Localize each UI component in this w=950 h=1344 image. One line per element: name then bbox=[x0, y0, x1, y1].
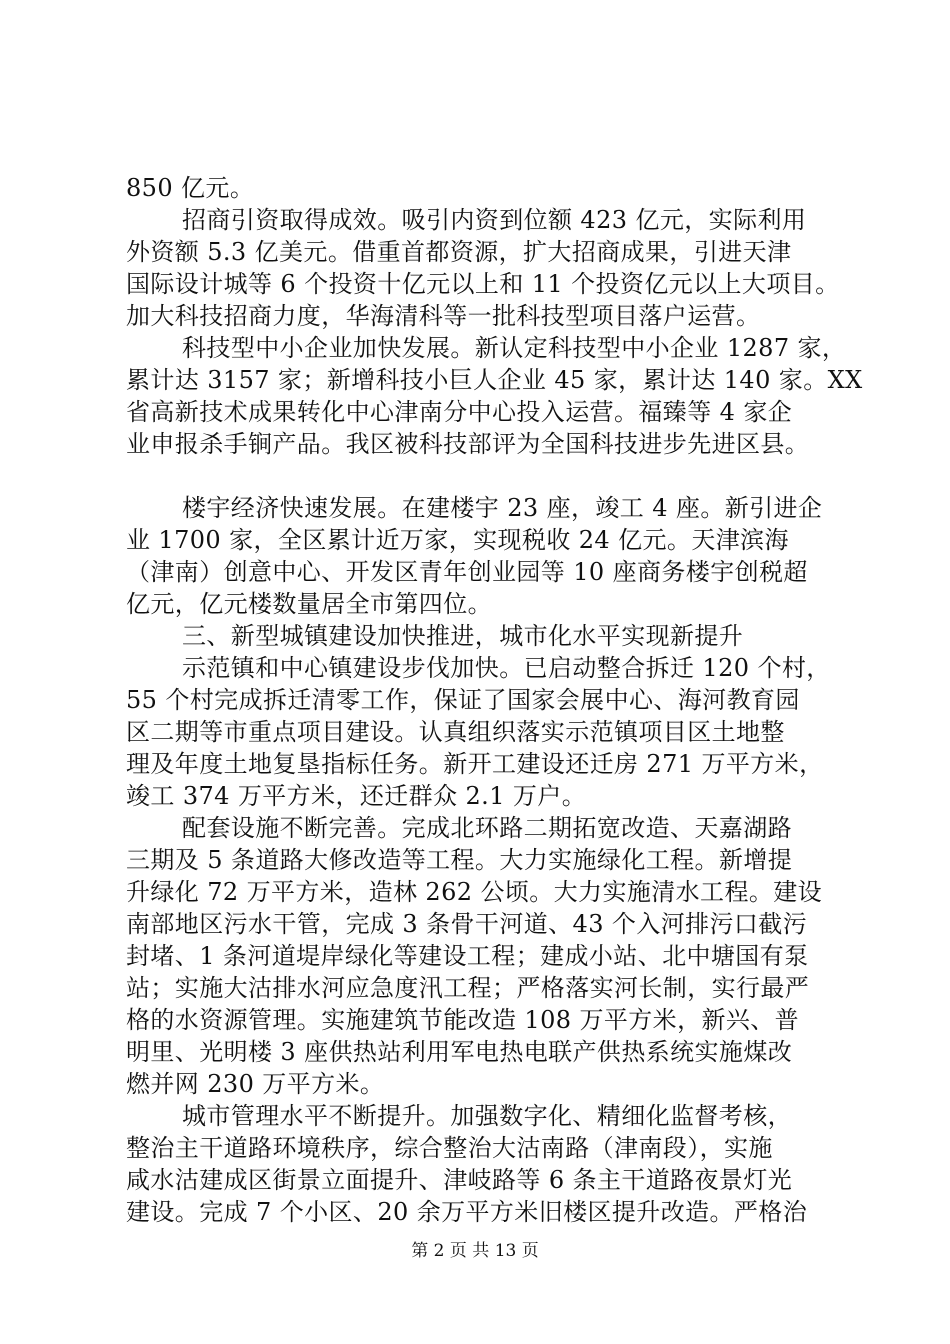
text-line: 理及年度土地复垦指标任务。新开工建设还迁房 271 万平方米， bbox=[126, 750, 824, 778]
text-line: 升绿化 72 万平方米，造林 262 公顷。大力实施清水工程。建设 bbox=[126, 878, 823, 906]
paragraph-gap bbox=[126, 460, 846, 492]
text-line: 亿元，亿元楼数量居全市第四位。 bbox=[126, 590, 492, 618]
text-line: 区二期等市重点项目建设。认真组织落实示范镇项目区土地整 bbox=[126, 718, 785, 746]
document-body bbox=[126, 172, 863, 1228]
text-line: 业申报杀手锏产品。我区被科技部评为全国科技进步先进区县。 bbox=[126, 430, 810, 458]
text-line: 850 亿元。 bbox=[126, 174, 255, 202]
text-line: 三期及 5 条道路大修改造等工程。大力实施绿化工程。新增提 bbox=[126, 846, 793, 874]
text-line: 加大科技招商力度，华海清科等一批科技型项目落户运营。 bbox=[126, 302, 761, 330]
text-line: 外资额 5.3 亿美元。借重首都资源，扩大招商成果，引进天津 bbox=[126, 238, 792, 266]
text-line: 国际设计城等 6 个投资十亿元以上和 11 个投资亿元以上大项目。 bbox=[126, 270, 840, 298]
text-line: 燃并网 230 万平方米。 bbox=[126, 1070, 385, 1098]
paragraph-start: 科技型中小企业加快发展。新认定科技型中小企业 1287 家， bbox=[182, 334, 847, 362]
text-line: 明里、光明楼 3 座供热站利用军电热电联产供热系统实施煤改 bbox=[126, 1038, 793, 1066]
text-line: 竣工 374 万平方米，还迁群众 2.1 万户。 bbox=[126, 782, 587, 810]
text-line: 封堵、1 条河道堤岸绿化等建设工程；建成小站、北中塘国有泵 bbox=[126, 942, 809, 970]
paragraph-start: 招商引资取得成效。吸引内资到位额 423 亿元，实际利用 bbox=[182, 206, 807, 234]
text-line: 55 个村完成拆迁清零工作，保证了国家会展中心、海河教育园 bbox=[126, 686, 800, 714]
text-line: （津南）创意中心、开发区青年创业园等 10 座商务楼宇创税超 bbox=[126, 558, 808, 586]
text-line: 咸水沽建成区街景立面提升、津岐路等 6 条主干道路夜景灯光 bbox=[126, 1166, 793, 1194]
paragraph-start: 城市管理水平不断提升。加强数字化、精细化监督考核， bbox=[182, 1102, 792, 1130]
text-line: 建设。完成 7 个小区、20 余万平方米旧楼区提升改造。严格治 bbox=[126, 1198, 808, 1226]
text-line: 省高新技术成果转化中心津南分中心投入运营。福臻等 4 家企 bbox=[126, 398, 793, 426]
text-line: 整治主干道路环境秩序，综合整治大沽南路（津南段），实施 bbox=[126, 1134, 773, 1162]
text-line: 站；实施大沽排水河应急度汛工程；严格落实河长制，实行最严 bbox=[126, 974, 810, 1002]
text-line: 格的水资源管理。实施建筑节能改造 108 万平方米，新兴、普 bbox=[126, 1006, 800, 1034]
paragraph-start: 配套设施不断完善。完成北环路二期拓宽改造、天嘉湖路 bbox=[182, 814, 792, 842]
text-line: 业 1700 家，全区累计近万家，实现税收 24 亿元。天津滨海 bbox=[126, 526, 789, 554]
page-number-footer: 第 2 页 共 13 页 bbox=[411, 1241, 539, 1261]
paragraph-start: 楼宇经济快速发展。在建楼宇 23 座，竣工 4 座。新引进企 bbox=[182, 494, 823, 522]
paragraph-start: 示范镇和中心镇建设步伐加快。已启动整合拆迁 120 个村， bbox=[182, 654, 831, 682]
section-heading: 三、新型城镇建设加快推进，城市化水平实现新提升 bbox=[182, 622, 744, 650]
text-line: 累计达 3157 家；新增科技小巨人企业 45 家，累计达 140 家。XX bbox=[126, 366, 863, 394]
text-line: 南部地区污水干管，完成 3 条骨干河道、43 个入河排污口截污 bbox=[126, 910, 808, 938]
